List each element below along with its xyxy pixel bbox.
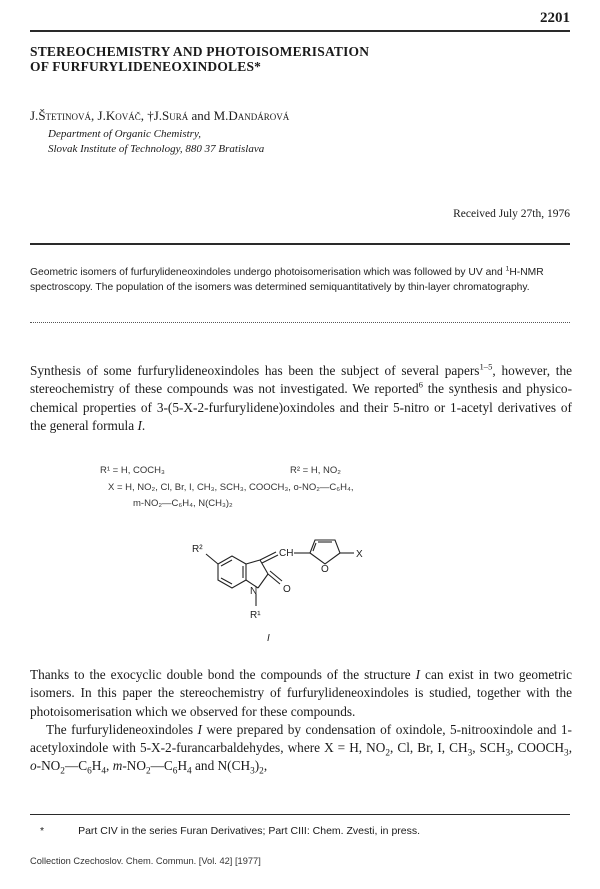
top-rule [30,30,570,32]
author-kovac: Kováč [105,108,141,123]
isomer-paragraph: Thanks to the exocyclic double bond the compounds of the structure I can exist in two geometric isomers. In this paper the stereochemistry of furfurylideneoxindoles is studied, together with the photoisomerisation which we observed for these compounds. [30,667,572,719]
abstract-top-rule [30,243,570,245]
structure-diagram [150,530,450,645]
label-ch: CH [279,548,294,559]
deceased-dagger: † [147,108,154,123]
footnote: * Part CIV in the series Furan Derivatives; Part CIII: Chem. Zvesti, in press. [40,825,421,837]
formula-reference: I [137,417,142,433]
abstract: Geometric isomers of furfurylideneoxindoles undergo photoisomerisation which was followed by UV and $^1$H-NMR spectroscopy. The population of the isomers was determined semiquantitatively by thin-layer chromatography. [30,265,544,293]
preparation-paragraph: The furfurylideneoxindoles I were prepared by condensation of oxindole, 5-nitrooxindole and 1-acetyloxindole with 5-X-2-furancarbaldehydes, where X = H, $NO_2$, Cl, Br, I, $CH_3$, $SCH_3$, $COOCH_3$, $o-NO_2—C_6H_4$, $m-NO_2—C_6H_4$ and $N(CH_3)_2$, [30,721,573,778]
title-footnote-mark: * [254,59,262,74]
author-list: J.Štetinová, J.Kováč, †J.Surá and M.Dandárová [30,108,290,123]
label-nitrogen: N [250,586,258,597]
title-line-1: STEREOCHEMISTRY AND PHOTOISOMERISATION [30,44,370,59]
r1-definition: R¹ = H, COCH₃ [100,465,165,476]
label-furan-oxygen: O [321,564,329,575]
x-definition-line-1: X = H, NO₂, Cl, Br, I, CH₃, SCH₃, COOCH₃, o-NO₂—C₆H₄, [108,482,354,493]
benzene-ring [218,556,246,588]
page-number: 2201 [540,10,570,26]
label-x: X [356,549,363,560]
label-r2: R² [192,544,203,555]
author-sura: Surá [162,108,189,123]
intro-paragraph: Synthesis of some furfurylideneoxindoles has been the subject of several papers$^{1-5}$, however, the stereochemistry of these compounds was not investigated. We reported$^6$ the synthesis and physico-chemical properties of 3-(5-X-2-furfurylidene)oxindoles and their 5-nitro or 1-acetyl derivatives of the general formula I. [30,361,572,433]
footnote-mark: * [40,825,45,837]
compound-number: I [267,633,270,644]
author-stetinova: Štetinová [38,108,92,123]
title-line-2: OF FURFURYLIDENEOXINDOLES* [30,59,262,74]
abstract-bottom-rule [30,322,570,323]
affiliation: Department of Organic Chemistry, Slovak Institute of Technology, 880 37 Bratislava [48,128,265,155]
journal-citation: Collection Czechoslov. Chem. Commun. [Vol. 42] [1977] [30,856,261,866]
article-title [30,44,369,74]
footnote-rule [30,814,570,815]
label-r1: R¹ [250,610,261,621]
label-carbonyl-oxygen: O [283,584,291,595]
received-date: Received July 27th, 1976 [453,208,570,220]
body-text [30,666,572,776]
r2-definition: R² = H, NO₂ [290,465,341,476]
author-dandarova: Dandárová [228,108,290,123]
x-definition-line-2: m-NO₂—C₆H₄, N(CH₃)₂ [133,498,233,509]
furan-ring [310,540,340,564]
